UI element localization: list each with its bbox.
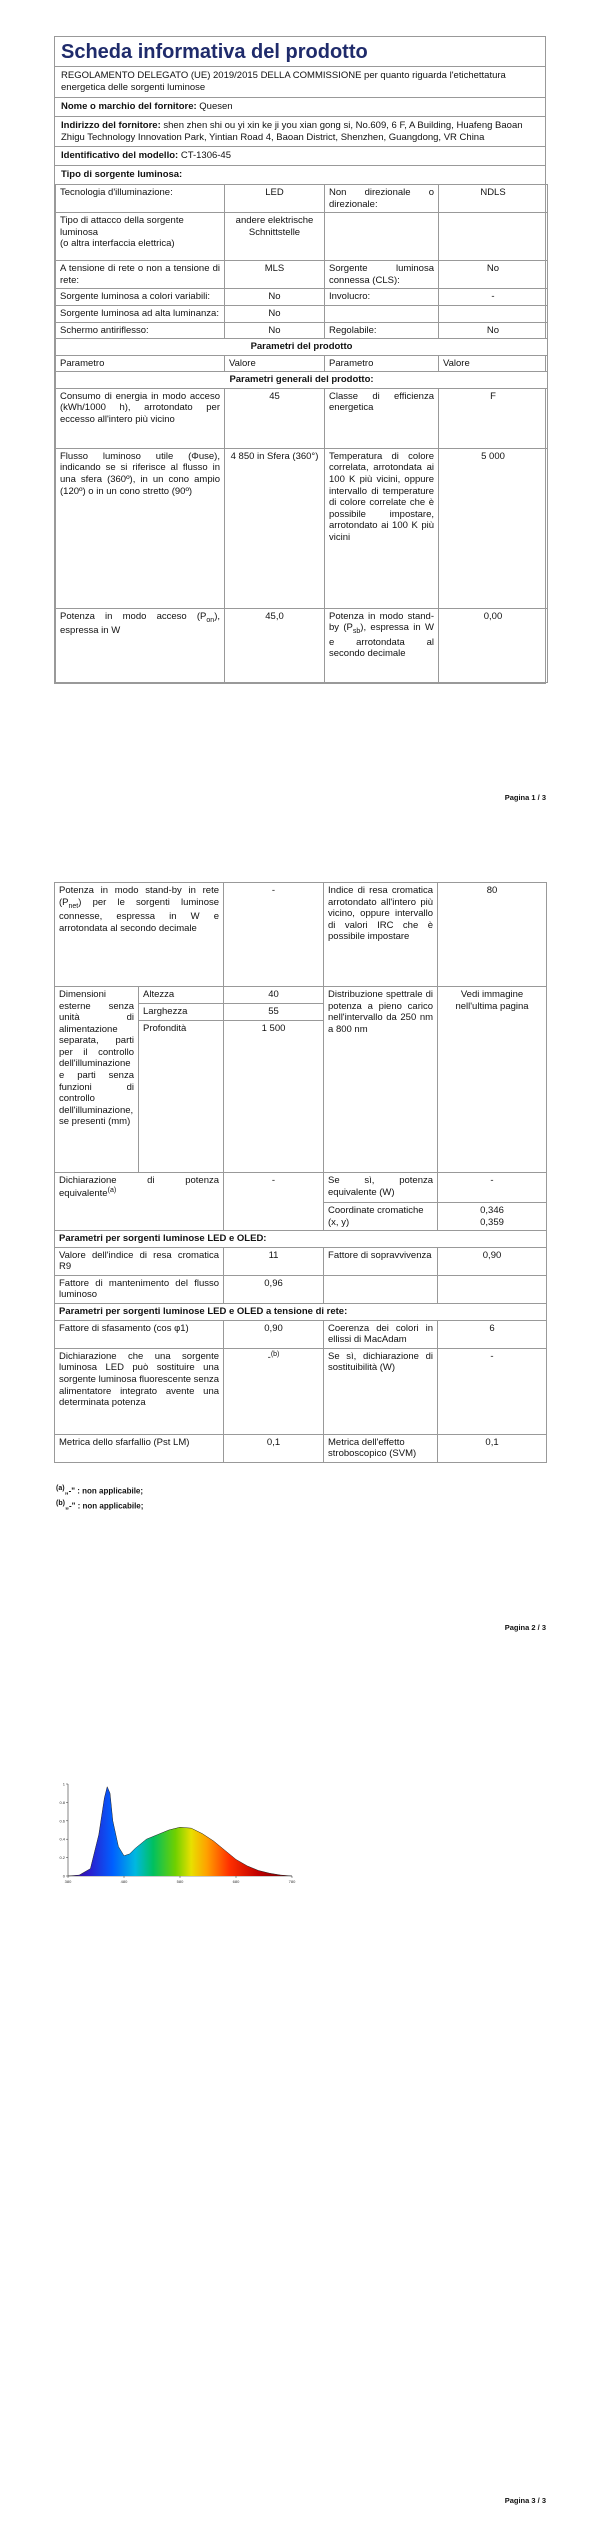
env-label: Involucro: xyxy=(325,289,439,306)
spd-value: Vedi immagine nell'ultima pagina xyxy=(438,987,547,1173)
psb-value: 0,00 xyxy=(439,608,548,682)
x-tick-label: 780 xyxy=(288,1879,296,1884)
color-value: No xyxy=(225,289,325,306)
psb-label: Potenza in modo stand-by $(P_{sb})$, espressa in W e arrotondata al secondo decimale xyxy=(325,608,439,682)
y-tick-label: 0 xyxy=(62,1873,65,1879)
params-header: Parametri del prodotto xyxy=(56,339,548,356)
x-tick-label: 580 xyxy=(176,1879,184,1884)
empty-cell xyxy=(438,1275,547,1303)
pf-label: Fattore di sfasamento (cos φ1) xyxy=(55,1320,224,1348)
width-value: 55 xyxy=(224,1004,324,1021)
equiv-value: - xyxy=(224,1173,324,1231)
cap-label: Tipo di attacco della sorgente luminosa xyxy=(60,215,184,238)
dim-value: No xyxy=(439,322,548,339)
source-type-row xyxy=(55,166,545,184)
flicker-value: 0,1 xyxy=(224,1434,324,1462)
model-label: Identificativo del modello: xyxy=(61,150,179,162)
supplier-address-value: shen zhen shi ou yi xin ke ji you xian gong si, No.609, 6 F, A Building, Huafeng Baoan Zhigu Technology Innovation Park, Yintian Road 4, Baoan District, Shenzhen, Guangdong, VR China xyxy=(61,119,523,143)
y-tick-label: 0.6 xyxy=(59,1818,65,1824)
cct-value: 5 000 xyxy=(439,448,548,608)
model-value: CT-1306-45 xyxy=(180,150,231,162)
spd-label: Distribuzione spettrale di potenza a pieno carico nell'intervallo da 250 nm a 800 nm xyxy=(324,987,438,1173)
mains-label: A tensione di rete o non a tensione di rete: xyxy=(56,261,225,289)
pon-label: Potenza in modo acceso $(P_{on})$, espressa in W xyxy=(56,608,225,682)
supplier-name-value: Quesen xyxy=(199,100,233,112)
chroma-x: 0,346 xyxy=(480,1205,504,1216)
r9-value: 11 xyxy=(224,1247,324,1275)
flux-value: 4 850 in Sfera (360°) xyxy=(225,448,325,608)
empty-cell xyxy=(439,213,548,261)
page-title: Scheda informativa del prodotto xyxy=(55,37,545,67)
source-type-table xyxy=(55,184,548,683)
pf-value: 0,90 xyxy=(224,1320,324,1348)
empty-cell xyxy=(324,1275,438,1303)
depth-value: 1 500 xyxy=(224,1021,324,1173)
footnotes xyxy=(56,1483,143,1514)
class-value: F xyxy=(439,388,548,448)
page-1 xyxy=(0,0,596,820)
cap-value: andere elektrische Schnittstelle xyxy=(225,213,325,261)
x-tick-label: 680 xyxy=(232,1879,240,1884)
spectral-distribution-chart xyxy=(52,1778,302,1890)
dims-label: Dimensioni esterne senza unità di alimentazione separata, parti per il controllo dell'illuminazione e parti senza funzioni di controllo dell'illuminazione, se presenti (mm) xyxy=(55,987,139,1173)
height-value: 40 xyxy=(224,987,324,1004)
energy-value: 45 xyxy=(225,388,325,448)
regulation-text: REGOLAMENTO DELEGATO (UE) 2019/2015 DELLA COMMISSIONE per quanto riguarda l'etichettatura energetica delle sorgenti luminose xyxy=(55,67,545,98)
lumen-label: Fattore di mantenimento del flusso luminoso xyxy=(55,1275,224,1303)
cls-label: Sorgente luminosa connessa (CLS): xyxy=(325,261,439,289)
page-number: Pagina 3 / 3 xyxy=(504,2496,546,2505)
glare-value: No xyxy=(225,322,325,339)
empty-cell xyxy=(325,306,439,323)
model-row xyxy=(55,147,545,166)
cct-label: Temperatura di colore correlata, arrotondata ai 100 K più vicini, oppure intervallo di temperature di colore correlate che è possibile impostare, arrotondato ai 100 K più vicini xyxy=(325,448,439,608)
equiv-label: Dichiarazione di potenza equivalente$^{(a)}$ xyxy=(55,1173,224,1231)
flux-label: Flusso luminoso utile (Φuse), indicando se si riferisce al flusso in una sfera (360º), in un cono ampio (120º) o in un cono stretto (90º) xyxy=(56,448,225,608)
x-tick-label: 380 xyxy=(64,1879,72,1884)
width-label: Larghezza xyxy=(139,1004,224,1021)
nondir-value: NDLS xyxy=(439,185,548,213)
col-value-1: Valore xyxy=(225,355,325,372)
col-param-1: Parametro xyxy=(56,355,225,372)
source-type-label: Tipo di sorgente luminosa: xyxy=(61,169,183,181)
equiv-w-label: Se sì, potenza equivalente (W) xyxy=(324,1173,438,1203)
lumen-value: 0,96 xyxy=(224,1275,324,1303)
tech-value: LED xyxy=(225,185,325,213)
chroma-y: 0,359 xyxy=(480,1216,504,1228)
dim-label: Regolabile: xyxy=(325,322,439,339)
pnet-value: - xyxy=(224,883,324,987)
params-table-continued xyxy=(54,882,547,1463)
product-sheet-frame xyxy=(54,36,546,684)
energy-label: Consumo di energia in modo acceso (kWh/1000 h), arrotondato per eccesso all'intero più vicino xyxy=(56,388,225,448)
cap-label-sub: (o altra interfaccia elettrica) xyxy=(60,238,175,250)
supplier-name-label: Nome o marchio del fornitore: xyxy=(61,100,197,112)
chart-marks xyxy=(68,1787,292,1876)
equiv-w-value: - xyxy=(438,1173,547,1203)
macadam-value: 6 xyxy=(438,1320,547,1348)
strobo-label: Metrica dell'effetto stroboscopico (SVM) xyxy=(324,1434,438,1462)
surv-label: Fattore di sopravvivenza xyxy=(324,1247,438,1275)
col-value-2: Valore xyxy=(439,355,548,372)
spectrum-area xyxy=(68,1787,292,1876)
replace-label: Dichiarazione che una sorgente luminosa LED può sostituire una sorgente luminosa fluorescente senza alimentatore integrato avente una determinata potenza xyxy=(55,1348,224,1434)
hl-value: No xyxy=(225,306,325,323)
cap-label-cell xyxy=(56,213,225,261)
hl-label: Sorgente luminosa ad alta luminanza: xyxy=(56,306,225,323)
empty-cell xyxy=(325,213,439,261)
page-number: Pagina 2 / 3 xyxy=(504,1623,546,1632)
cri-value: 80 xyxy=(438,883,547,987)
color-label: Sorgente luminosa a colori variabili: xyxy=(56,289,225,306)
tech-label: Tecnologia d'illuminazione: xyxy=(56,185,225,213)
page-number: Pagina 1 / 3 xyxy=(504,793,546,802)
led-header: Parametri per sorgenti luminose LED e OLED: xyxy=(55,1231,547,1248)
supplier-name-row xyxy=(55,98,545,117)
pnet-label: Potenza in modo stand-by in rete $(P_{net})$ per le sorgenti luminose connesse, espressa in W e arrotondata al secondo decimale xyxy=(55,883,224,987)
footnote-a: (a)„-" : non applicabile; xyxy=(56,1485,144,1496)
cri-label: Indice di resa cromatica arrotondato all'intero più vicino, oppure intervallo di valori IRC che è possibile impostare xyxy=(324,883,438,987)
y-tick-label: 0.4 xyxy=(59,1836,65,1842)
mains-header: Parametri per sorgenti luminose LED e OLED a tensione di rete: xyxy=(55,1304,547,1321)
chroma-values xyxy=(438,1203,547,1231)
replace-w-label: Se sì, dichiarazione di sostituibilità (W) xyxy=(324,1348,438,1434)
supplier-address-row xyxy=(55,117,545,148)
depth-label: Profondità xyxy=(139,1021,224,1173)
chroma-label: Coordinate cromatiche (x, y) xyxy=(324,1203,438,1231)
cls-value: No xyxy=(439,261,548,289)
replace-value: -$^{(b)}$ xyxy=(224,1348,324,1434)
page-3 xyxy=(0,1750,596,2526)
pon-value: 45,0 xyxy=(225,608,325,682)
footnote-b: (b)„-" : non applicabile; xyxy=(56,1500,144,1512)
replace-w-value: - xyxy=(438,1348,547,1434)
x-tick-label: 480 xyxy=(120,1879,128,1884)
col-param-2: Parametro xyxy=(325,355,439,372)
class-label: Classe di efficienza energetica xyxy=(325,388,439,448)
glare-label: Schermo antiriflesso: xyxy=(56,322,225,339)
strobo-value: 0,1 xyxy=(438,1434,547,1462)
surv-value: 0,90 xyxy=(438,1247,547,1275)
macadam-label: Coerenza dei colori in ellissi di MacAdam xyxy=(324,1320,438,1348)
height-label: Altezza xyxy=(139,987,224,1004)
empty-cell xyxy=(439,306,548,323)
y-tick-label: 0.2 xyxy=(59,1855,65,1861)
mains-value: MLS xyxy=(225,261,325,289)
general-header: Parametri generali del prodotto: xyxy=(56,372,548,389)
r9-label: Valore dell'indice di resa cromatica R9 xyxy=(55,1247,224,1275)
y-tick-label: 0.8 xyxy=(59,1799,65,1805)
flicker-label: Metrica dello sfarfallio (Pst LM) xyxy=(55,1434,224,1462)
env-value: - xyxy=(439,289,548,306)
supplier-address-label: Indirizzo del fornitore: xyxy=(61,119,161,131)
page-2 xyxy=(0,870,596,1690)
y-tick-label: 1 xyxy=(62,1781,65,1787)
nondir-label: Non direzionale o direzionale: xyxy=(325,185,439,213)
